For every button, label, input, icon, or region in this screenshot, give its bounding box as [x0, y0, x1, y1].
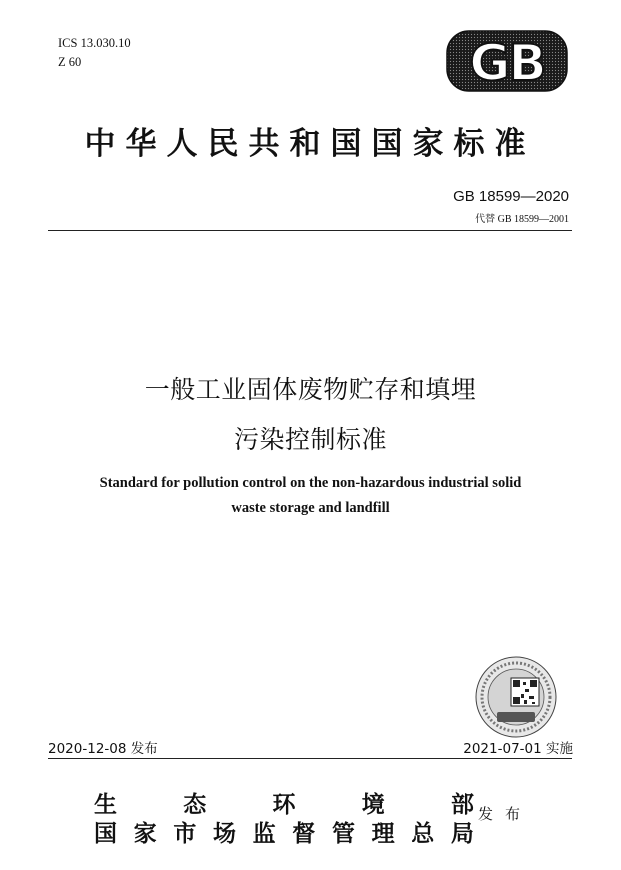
replaces-standard: 代替 GB 18599—2001 [475, 214, 569, 225]
ccs-code: Z 60 [58, 55, 82, 69]
issuer-char: 环 [272, 791, 296, 818]
country-standard-title: 中华人民共和国国家标准 [84, 126, 536, 162]
issuer-char: 国 [94, 820, 117, 847]
logo-text: GB [469, 34, 545, 92]
issuer-char: 市 [173, 820, 197, 847]
issuer-char: 生 [94, 791, 117, 818]
issuer-char: 管 [331, 820, 355, 847]
issuer-char: 场 [212, 820, 236, 847]
issuer-samr [94, 815, 474, 848]
top-divider [48, 230, 572, 231]
english-title-line2: waste storage and landfill [231, 500, 390, 516]
bottom-divider [48, 758, 572, 759]
gb-logo [446, 30, 568, 92]
standard-number: GB 18599—2020 [453, 188, 569, 205]
issuer-char: 理 [371, 820, 395, 847]
chinese-title-line1: 一般工业固体废物贮存和填埋 [144, 375, 477, 404]
issuer-char: 部 [451, 791, 474, 818]
issuer-char: 境 [361, 791, 385, 818]
ics-code: ICS 13.030.10 [58, 36, 131, 50]
issue-date: 2020-12-08 发布 [48, 741, 158, 757]
issuer-char: 态 [183, 791, 207, 818]
issuer-char: 监 [252, 820, 276, 847]
issuer-char: 局 [450, 820, 474, 847]
issuer-char: 督 [292, 820, 316, 847]
english-title-line1: Standard for pollution control on the non-hazardous industrial solid [99, 475, 522, 491]
implementation-date: 2021-07-01 实施 [463, 741, 573, 757]
issuer-char: 家 [133, 820, 157, 847]
issuer-char: 总 [411, 820, 435, 847]
classification-codes [58, 34, 131, 72]
chinese-title-line2: 污染控制标准 [233, 425, 387, 454]
publish-label: 发布 [478, 805, 533, 823]
anti-counterfeit-seal [475, 656, 557, 738]
